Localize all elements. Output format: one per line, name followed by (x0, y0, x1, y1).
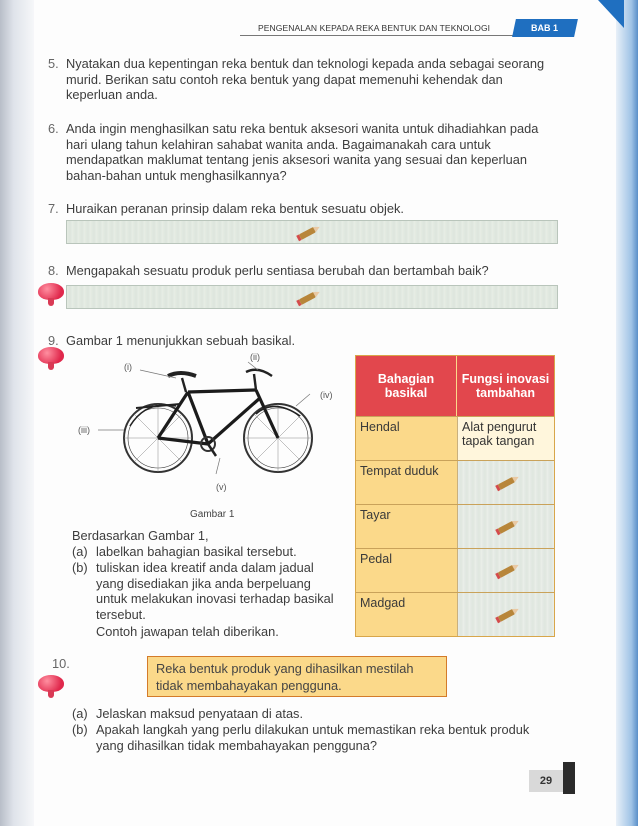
q10a-text: Jelaskan maksud penyataan di atas. (96, 706, 304, 721)
q10a-label: (a) (72, 706, 88, 721)
brain-icon (38, 673, 64, 699)
q6-number: 6. (48, 121, 59, 136)
pencil-icon (498, 562, 520, 578)
q9a-label: (a) (72, 544, 88, 559)
table-cell-part-5: Madgad (360, 596, 406, 610)
table-header-function: Fungsi inovasi tambahan (457, 356, 554, 416)
table-cell-function-2[interactable] (457, 461, 554, 504)
chapter-label: BAB 1 (531, 23, 559, 33)
table-cell-function-5[interactable] (457, 593, 554, 636)
statement-box: Reka bentuk produk yang dihasilkan mestilah tidak membahayakan pengguna. (147, 656, 447, 697)
q5-number: 5. (48, 56, 59, 71)
q5-text: Nyatakan dua kepentingan reka bentuk dan teknologi kepada anda sebagai seorang murid. Berikan satu contoh reka bentuk yang dapat memenuhi kehendak dan keperluan anda. (66, 56, 545, 102)
page-binding-shadow (0, 0, 34, 826)
q9-text: Gambar 1 menunjukkan sebuah basikal. (66, 333, 296, 348)
callout-i: (i) (124, 362, 132, 372)
callout-ii: (ii) (250, 352, 260, 362)
q9a-text: labelkan bahagian basikal tersebut. (96, 544, 297, 559)
callout-iv: (iv) (320, 390, 333, 400)
pencil-icon (498, 518, 520, 534)
table-cell-part-4: Pedal (360, 552, 392, 566)
handlebar (246, 370, 272, 376)
bicycle-frame (158, 390, 278, 444)
table-cell-function-1: Alat pengurut tapak tangan (457, 417, 554, 460)
q8-number: 8. (48, 263, 59, 278)
bicycle-illustration (96, 356, 336, 496)
q9b-text: tuliskan idea kreatif anda dalam jadual yang disediakan jika anda berpeluang untuk melakukan inovasi terhadap basikal tersebut. (96, 560, 334, 622)
q9b-label: (b) (72, 560, 88, 575)
running-header: PENGENALAN KEPADA REKA BENTUK DAN TEKNOLOGI (258, 23, 491, 33)
q9-intro: Berdasarkan Gambar 1, (72, 528, 209, 543)
q7-text: Huraikan peranan prinsip dalam reka bentuk sesuatu objek. (66, 201, 404, 216)
q8-answer-field[interactable] (66, 285, 558, 309)
corner-arrow-icon (598, 0, 624, 28)
table-cell-part-3: Tayar (360, 508, 391, 522)
q9-number: 9. (48, 333, 59, 348)
brain-icon (38, 345, 64, 371)
table-cell-part-1: Hendal (360, 420, 400, 434)
pencil-icon (299, 289, 321, 305)
page-number: 29 (529, 770, 563, 792)
callout-v: (v) (216, 482, 227, 492)
q9-note: Contoh jawapan telah diberikan. (96, 624, 279, 639)
q10-number: 10. (52, 656, 70, 671)
callout-iii: (iii) (78, 425, 90, 435)
page-right-edge (616, 0, 638, 826)
q6-text: Anda ingin menghasilkan satu reka bentuk aksesori wanita untuk dihadiahkan pada hari ulang tahun kelahiran sahabat wanita anda. Bagaimanakah cara untuk mendapatkan maklumat tentang jenis aksesori wanita yang sesuai dan keperluan bahan-bahan untuk menghasilkannya? (66, 121, 539, 183)
q7-number: 7. (48, 201, 59, 216)
pencil-icon (299, 224, 321, 240)
innovation-table (355, 355, 555, 637)
q10b-text: Apakah langkah yang perlu dilakukan untuk memastikan reka bentuk produk yang dihasilkan tidak membahayakan pengguna? (96, 722, 530, 753)
page-number-bar (563, 762, 575, 794)
header-rule (240, 35, 515, 36)
brain-icon (38, 281, 64, 307)
q7-answer-field[interactable] (66, 220, 558, 244)
q10b-label: (b) (72, 722, 88, 737)
figure-caption: Gambar 1 (190, 509, 235, 520)
saddle (168, 373, 196, 376)
q8-text: Mengapakah sesuatu produk perlu sentiasa berubah dan bertambah baik? (66, 263, 489, 278)
pencil-icon (498, 606, 520, 622)
table-cell-function-4[interactable] (457, 549, 554, 592)
chapter-tab (512, 19, 578, 37)
table-cell-part-2: Tempat duduk (360, 464, 439, 478)
table-cell-function-3[interactable] (457, 505, 554, 548)
pencil-icon (498, 474, 520, 490)
table-header-part: Bahagian basikal (356, 356, 456, 416)
